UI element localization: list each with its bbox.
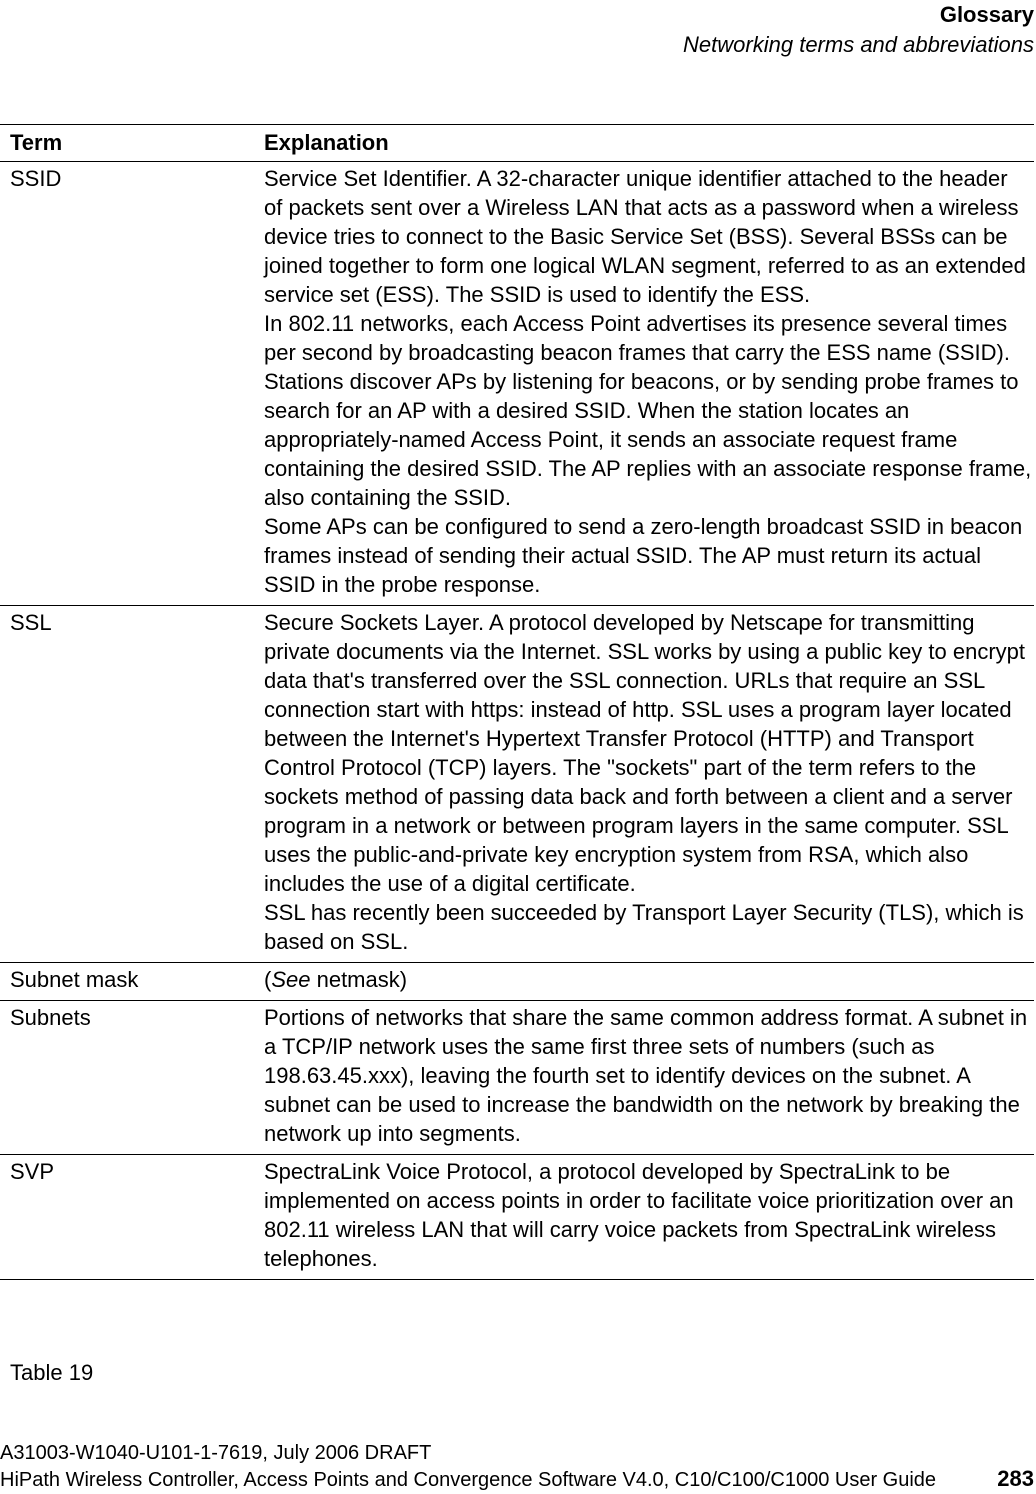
term-cell: Subnet mask — [10, 967, 139, 992]
table-row — [0, 162, 1034, 606]
explanation-cell — [264, 608, 1034, 956]
glossary-table — [0, 124, 1034, 1280]
explanation-cell — [264, 965, 1034, 994]
running-header — [683, 0, 1034, 60]
header-subtitle: Networking terms and abbreviations — [683, 32, 1034, 57]
term-cell: SVP — [10, 1159, 55, 1184]
page-number: 283 — [997, 1466, 1034, 1491]
explanation-cell — [264, 1003, 1034, 1148]
explanation-paragraph: Secure Sockets Layer. A protocol developed by Netscape for transmitting private documents via the Internet. SSL works by using a public key to encrypt data that's transferred over the SSL connection. URLs that require an SSL connection start with https: instead of http. SSL uses a program layer located between the Internet's Hypertext Transfer Protocol (HTTP) and Transport Control Protocol (TCP) layers. The "sockets" part of the term refers to the sockets method of passing data back and forth between a client and a server program in a network or between program layers in the same computer. SSL uses the public-and-private key encryption system from RSA, which also includes the use of a digital certificate. — [264, 610, 1026, 896]
explanation-paragraph: In 802.11 networks, each Access Point advertises its presence several times per second by broadcasting beacon frames that carry the ESS name (SSID). Stations discover APs by listening for beacons, or by sending probe frames to search for an AP with a desired SSID. When the station locates an appropriately-named Access Point, it sends an associate request frame containing the desired SSID. The AP replies with an associate response frame, also containing the SSID. — [264, 311, 1032, 510]
header-title: Glossary — [939, 2, 1034, 27]
explanation-paragraph: Some APs can be configured to send a zero-length broadcast SSID in beacon frames instead of sending their actual SSID. The AP must return its actual SSID in the probe response. — [264, 514, 1023, 597]
column-header-term: Term — [10, 130, 63, 155]
explanation-cell — [264, 1157, 1034, 1273]
see-reference: netmask) — [310, 967, 408, 992]
page-footer — [0, 1440, 1034, 1493]
column-header-explanation: Explanation — [264, 130, 389, 155]
see-word: See — [271, 967, 311, 992]
footer-line — [0, 1466, 1034, 1493]
explanation-paragraph — [264, 965, 1032, 994]
table-header-row — [0, 125, 1034, 162]
explanation-cell — [264, 164, 1034, 599]
explanation-paragraph: SpectraLink Voice Protocol, a protocol developed by SpectraLink to be implemented on access points in order to facilitate voice prioritization over an 802.11 wireless LAN that will carry voice packets from SpectraLink wireless telephones. — [264, 1159, 1014, 1271]
table-caption: Table 19 — [10, 1360, 94, 1385]
explanation-paragraph: Service Set Identifier. A 32-character unique identifier attached to the header of packets sent over a Wireless LAN that acts as a password when a wireless device tries to connect to the Basic Service Set (BSS). Several BSSs can be joined together to form one logical WLAN segment, referred to as an extended service set (ESS). The SSID is used to identify the ESS. — [264, 166, 1026, 307]
term-cell: SSID — [10, 166, 62, 191]
footer-doc-id: A31003-W1040-U101-1-7619, July 2006 DRAFT — [0, 1442, 432, 1464]
term-cell: Subnets — [10, 1005, 91, 1030]
explanation-paragraph: SSL has recently been succeeded by Transport Layer Security (TLS), which is based on SSL. — [264, 900, 1024, 954]
table-row — [0, 963, 1034, 1001]
footer-doc-title: HiPath Wireless Controller, Access Points and Convergence Software V4.0, C10/C100/C1000 User Guide — [0, 1469, 937, 1491]
see-prefix: ( — [264, 967, 272, 992]
table-row — [0, 1001, 1034, 1155]
table-row — [0, 606, 1034, 963]
explanation-paragraph: Portions of networks that share the same common address format. A subnet in a TCP/IP network uses the same first three sets of numbers (such as 198.63.45.xxx), leaving the fourth set to identify devices on the subnet. A subnet can be used to increase the bandwidth on the network by breaking the network up into segments. — [264, 1005, 1028, 1146]
table-row — [0, 1155, 1034, 1280]
term-cell: SSL — [10, 610, 52, 635]
